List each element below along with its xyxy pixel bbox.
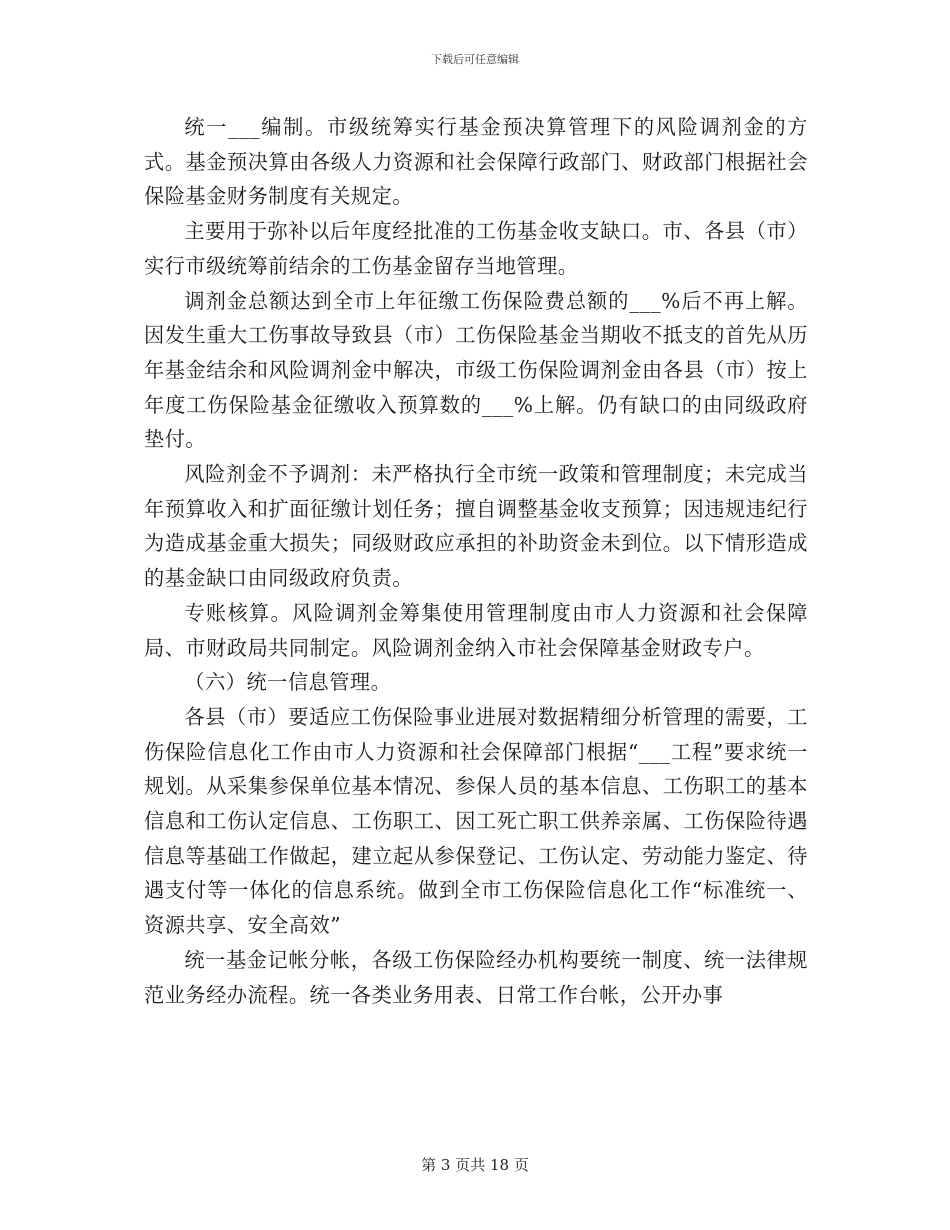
section-heading: （六）统一信息管理。 (184, 670, 392, 695)
paragraph-3: 调剂金总额达到全市上年征缴工伤保险费总额的___%后不再上解。因发生重大工伤事故导致县（市）工伤保险基金当期收不抵支的首先从历年基金结余和风险调剂金中解决，市级工伤保险调剂金由各县（市）按上年度工伤保险基金征缴收入预算数的___%上解。仍有缺口的由同级政府垫付。 (144, 288, 808, 452)
paragraph-2: 主要用于弥补以后年度经批准的工伤基金收支缺口。市、各县（市）实行市级统筹前结余的工伤基金留存当地管理。 (144, 219, 808, 278)
paragraph-4: 风险剂金不予调剂：未严格执行全市统一政策和管理制度；未完成当年预算收入和扩面征缴计划任务；擅自调整基金收支预算；因违规违纪行为造成基金重大损失；同级财政应承担的补助资金未到位。以下情形造成的基金缺口由同级政府负责。 (144, 462, 808, 591)
paragraph-5: 专账核算。风险调剂金筹集使用管理制度由市人力资源和社会保障局、市财政局共同制定。风险调剂金纳入市社会保障基金财政专户。 (144, 600, 808, 660)
paragraph-1: 统一___编制。市级统筹实行基金预决算管理下的风险调剂金的方式。基金预决算由各级人力资源和社会保障行政部门、财政部门根据社会保险基金财务制度有关规定。 (144, 115, 808, 209)
paragraph-8: 统一基金记帐分帐，各级工伤保险经办机构要统一制度、统一法律规范业务经办流程。统一各类业务用表、日常工作台帐，公开办事 (144, 947, 808, 1007)
document-body (144, 110, 808, 1012)
paragraph-7: 各县（市）要适应工伤保险事业进展对数据精细分析管理的需要，工伤保险信息化工作由市人力资源和社会保障部门根据“___工程”要求统一规划。从采集参保单位基本情况、参保人员的基本信息、工伤职工的基本信息和工伤认定信息、工伤职工、因工死亡职工供养亲属、工伤保险待遇信息等基础工作做起，建立起从参保登记、工伤认定、劳动能力鉴定、待遇支付等一体化的信息系统。做到全市工伤保险信息化工作“标准统一、资源共享、安全高效” (144, 704, 808, 938)
page-footer: 第 3 页共 18 页 (421, 1156, 529, 1174)
page-header: 下载后可任意编辑 (431, 53, 519, 66)
